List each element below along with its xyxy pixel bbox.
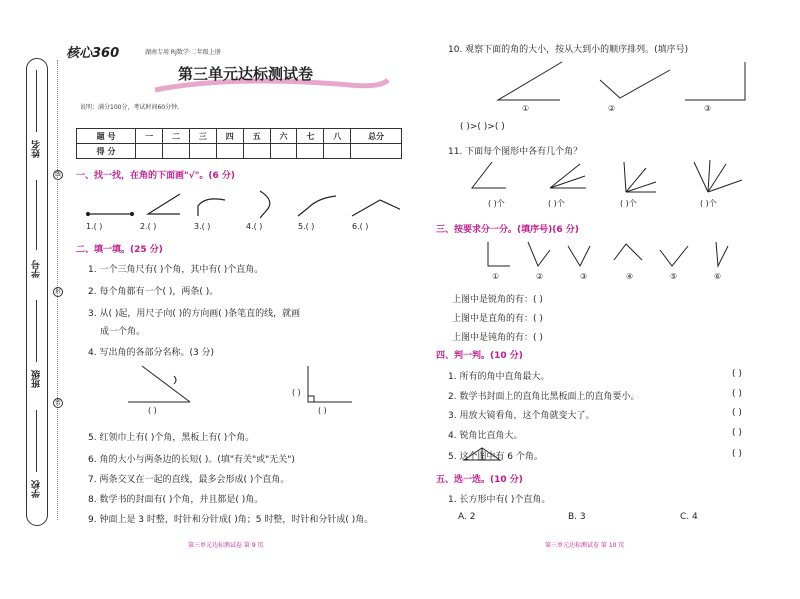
choice-label: 3.( ) [194, 222, 211, 231]
angle-num: ① [522, 104, 530, 113]
id-label: 学号 [32, 260, 42, 278]
acute-answer: 上图中是锐角的有：( ) [452, 295, 543, 305]
fill-question-2: 2. 每个角都有一个( )，两条( )。 [88, 287, 219, 297]
binding-strip [26, 58, 48, 526]
fill-question-5: 5. 红领巾上有( )个角，黑板上有( )个角。 [88, 433, 255, 443]
angles-compare-figure [490, 60, 750, 105]
choice-question-1: 1. 长方形中有( )个直角。 [448, 495, 551, 505]
fill-question-6: 6. 角的大小与两条边的长短( )。(填"有关"或"无关") [88, 455, 295, 465]
exam-note: 说明：满分100分，考试时间60分钟。 [80, 104, 184, 111]
name-label: 姓名 [32, 140, 42, 158]
count-blank: ( )个 [700, 199, 717, 208]
score-header: 二 [163, 129, 190, 144]
section-5-heading: 五、选一选。(10 分) [436, 475, 523, 485]
page-footer-left: 第三单元达标测试卷 第 9 页 [188, 542, 264, 549]
choice-label: 4.( ) [246, 222, 263, 231]
judge-4: 4. 锐角比直角大。 [448, 431, 523, 441]
judge-2: 2. 数学书封面上的直角比黑板面上的直角要小。 [448, 392, 640, 402]
fill-question-8: 8. 数学书的封面有( )个角，并且都是( )角。 [88, 495, 264, 505]
angle-shapes [80, 186, 400, 221]
order-answer: ( )>( )>( ) [460, 122, 505, 132]
class-line [36, 300, 37, 362]
triangle-figure [462, 446, 502, 462]
id-line [36, 180, 37, 250]
angle-num: ② [608, 104, 616, 113]
option-a[interactable]: A. 2 [458, 512, 476, 522]
score-header: 六 [270, 129, 297, 144]
school-label: 学校 [32, 480, 42, 498]
score-cell[interactable] [297, 144, 324, 159]
judge-paren[interactable]: ( ) [732, 389, 742, 399]
school-line [36, 410, 37, 472]
angle-num: ③ [704, 104, 712, 113]
score-cell[interactable] [216, 144, 243, 159]
right-answer: 上图中是直角的有：( ) [452, 314, 543, 324]
brand-logo: 核心360 [66, 46, 120, 61]
count-blank: ( )个 [548, 199, 565, 208]
section-3-heading: 三、按要求分一分。(填序号)(6 分) [436, 225, 579, 235]
seal-line: 线 [54, 171, 61, 178]
score-cell[interactable] [189, 144, 216, 159]
classify-num: ④ [626, 272, 634, 281]
part-blank: ( ) [292, 388, 301, 397]
section-2-heading: 二、填一填。(25 分) [76, 245, 163, 255]
score-header: 四 [216, 129, 243, 144]
brand-subtitle: 湖南专用 RJ数学·二年级上册 [145, 49, 221, 56]
question-10: 10. 观察下面的角的大小，按从大到小的顺序排列。(填序号) [448, 45, 689, 55]
section-1-heading: 一、找一找，在角的下面画"√"。(6 分) [76, 171, 236, 181]
score-header: 七 [297, 129, 324, 144]
score-header: 五 [243, 129, 270, 144]
score-cell[interactable] [136, 144, 163, 159]
angle-count-figure [470, 158, 750, 200]
score-table [76, 128, 402, 159]
option-b[interactable]: B. 3 [568, 512, 586, 522]
fill-question-1: 1. 一个三角尺有( )个角，其中有( )个直角。 [88, 265, 264, 275]
score-header: 题 号 [77, 129, 136, 144]
count-blank: ( )个 [620, 199, 637, 208]
choice-label: 2.( ) [140, 222, 157, 231]
fill-question-7: 7. 两条交叉在一起的直线，最多会形成( )个直角。 [88, 475, 290, 485]
judge-paren[interactable]: ( ) [732, 408, 742, 418]
seal-secret: 密 [54, 399, 61, 406]
score-cell[interactable] [270, 144, 297, 159]
judge-paren[interactable]: ( ) [732, 369, 742, 379]
count-blank: ( )个 [488, 199, 505, 208]
score-cell[interactable] [163, 144, 190, 159]
score-header: 八 [324, 129, 351, 144]
page-title: 第三单元达标测试卷 [178, 65, 314, 83]
score-header: 总分 [351, 129, 402, 144]
score-header: 一 [136, 129, 163, 144]
judge-paren[interactable]: ( ) [732, 449, 742, 459]
choice-label: 6.( ) [352, 222, 369, 231]
section-4-heading: 四、判一判。(10 分) [436, 351, 523, 361]
angle-parts-figure [120, 362, 360, 412]
score-cell[interactable] [351, 144, 402, 159]
classify-num: ② [536, 272, 544, 281]
classify-num: ⑤ [670, 272, 678, 281]
judge-5: 5. 这个图中有 6 个角。 [448, 452, 543, 462]
classify-num: ⑥ [714, 272, 722, 281]
classify-angles-figure [480, 240, 740, 270]
fill-question-4: 4. 写出角的各部分名称。(3 分) [88, 348, 215, 358]
seal-seal: 封 [54, 288, 61, 295]
classify-num: ① [492, 272, 500, 281]
class-label: 班级 [32, 370, 42, 388]
fill-question-3-cont: 成一个角。 [100, 327, 146, 337]
fill-question-9: 9. 钟面上是 3 时整，时针和分针成( )角；5 时整，时针和分针成( )角。 [88, 515, 374, 525]
choice-label: 1.( ) [86, 222, 103, 231]
score-row-label: 得 分 [77, 144, 136, 159]
choice-label: 5.( ) [298, 222, 315, 231]
page-footer-right: 第三单元达标测试卷 第 10 页 [545, 542, 625, 549]
score-cell[interactable] [243, 144, 270, 159]
part-blank: ( ) [148, 406, 157, 415]
option-c[interactable]: C. 4 [680, 512, 698, 522]
score-header: 三 [189, 129, 216, 144]
judge-1: 1. 所有的角中直角最大。 [448, 372, 550, 382]
judge-paren[interactable]: ( ) [732, 428, 742, 438]
part-blank: ( ) [318, 406, 327, 415]
obtuse-answer: 上图中是钝角的有：( ) [452, 333, 543, 343]
judge-3: 3. 用放大镜看角，这个角就变大了。 [448, 411, 595, 421]
question-11: 11. 下面每个图形中各有几个角？ [448, 147, 583, 157]
score-cell[interactable] [324, 144, 351, 159]
name-line [36, 70, 37, 132]
classify-num: ③ [580, 272, 588, 281]
fill-question-3: 3. 从( )起，用尺子向( )的方向画( )条笔直的线，就画 [88, 309, 301, 319]
